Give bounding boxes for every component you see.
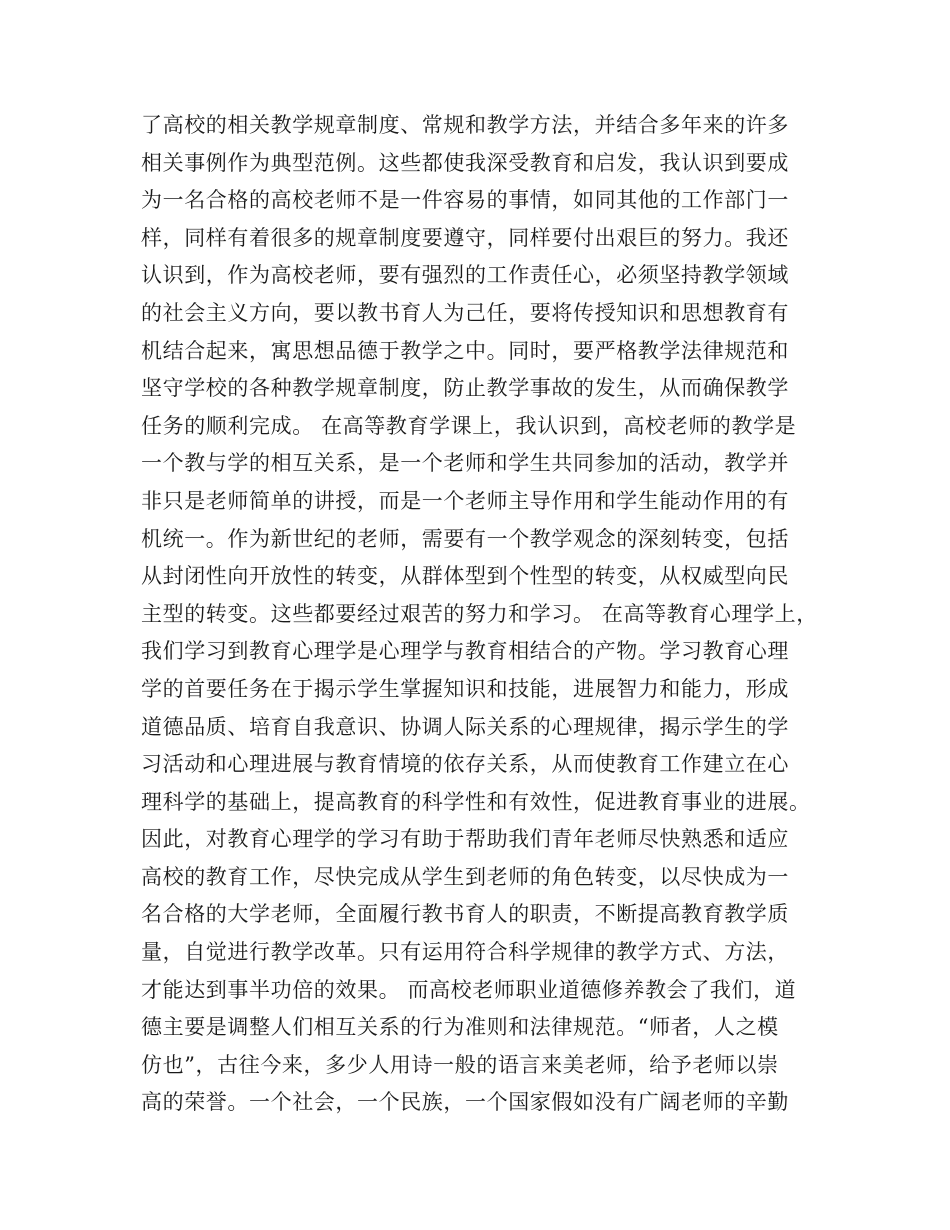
text-line: 理科学的基础上，提高教育的科学性和有效性，促进教育事业的进展。 (141, 789, 811, 814)
text-line: 习活动和心理进展与教育情境的依存关系，从而使教育工作建立在心 (141, 752, 789, 777)
text-line: 非只是老师简单的讲授，而是一个老师主导作用和学生能动作用的有 (141, 488, 789, 513)
text-line: 样，同样有着很多的规章制度要遵守，同样要付出艰巨的努力。我还 (141, 225, 789, 250)
text-line: 机统一。作为新世纪的老师，需要有一个教学观念的深刻转变，包括 (141, 526, 789, 551)
text-line: 的社会主义方向，要以教书育人为己任，要将传授知识和思想教育有 (141, 300, 789, 325)
text-line: 学的首要任务在于揭示学生掌握知识和技能，进展智力和能力，形成 (141, 676, 789, 701)
text-line: 任务的顺利完成。 在高等教育学课上，我认识到，高校老师的教学是 (141, 413, 797, 438)
text-line: 高的荣誉。一个社会，一个民族，一个国家假如没有广阔老师的辛勤 (141, 1090, 789, 1115)
text-line: 为一名合格的高校老师不是一件容易的事情，如同其他的工作部门一 (141, 188, 789, 213)
text-line: 机结合起来，寓思想品德于教学之中。同时，要严格教学法律规范和 (141, 338, 789, 363)
text-line: 名合格的大学老师，全面履行教书育人的职责，不断提高教育教学质 (141, 902, 789, 927)
text-line: 高校的教育工作，尽快完成从学生到老师的角色转变，以尽快成为一 (141, 864, 789, 889)
text-line: 一个教与学的相互关系，是一个老师和学生共同参加的活动，教学并 (141, 451, 789, 476)
text-line: 德主要是调整人们相互关系的行为准则和法律规范。“师者，人之模 (141, 1015, 779, 1040)
text-line: 坚守学校的各种教学规章制度，防止教学事故的发生，从而确保教学 (141, 376, 789, 401)
text-line: 从封闭性向开放性的转变，从群体型到个性型的转变，从权威型向民 (141, 564, 789, 589)
body-text (141, 107, 821, 1122)
text-line: 仿也”，古往今来，多少人用诗一般的语言来美老师，给予老师以崇 (141, 1052, 779, 1077)
text-line: 因此，对教育心理学的学习有助于帮助我们青年老师尽快熟悉和适应 (141, 827, 789, 852)
text-line: 认识到，作为高校老师，要有强烈的工作责任心，必须坚持教学领域 (141, 263, 789, 288)
text-line: 才能达到事半功倍的效果。 而高校老师职业道德修养教会了我们，道 (141, 977, 797, 1002)
text-line: 道德品质、培育自我意识、协调人际关系的心理规律，揭示学生的学 (141, 714, 789, 739)
text-line: 量，自觉进行教学改革。只有运用符合科学规律的教学方式、方法， (141, 940, 789, 965)
text-line: 主型的转变。这些都要经过艰苦的努力和学习。 在高等教育心理学上， (141, 601, 818, 626)
text-line: 了高校的相关教学规章制度、常规和教学方法，并结合多年来的许多 (141, 113, 789, 137)
text-line: 相关事例作为典型范例。这些都使我深受教育和启发，我认识到要成 (141, 150, 789, 175)
text-line: 我们学习到教育心理学是心理学与教育相结合的产物。学习教育心理 (141, 639, 789, 664)
